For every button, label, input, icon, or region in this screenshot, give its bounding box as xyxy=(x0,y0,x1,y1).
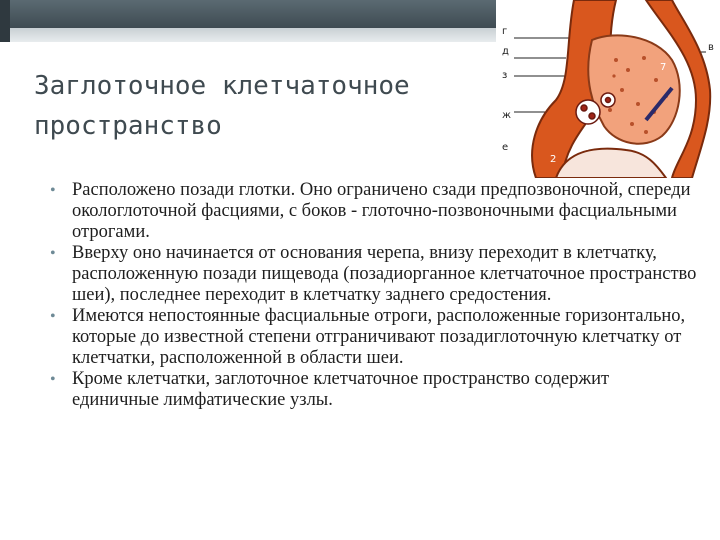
header-notch xyxy=(0,0,10,42)
bullet-text: Вверху оно начинается от основания черепа, внизу переходит в клетчатку, расположенную позади пищевода (позадиорганное клетчаточное пространство шеи), последнее переходит в клетчатку заднего средостения. xyxy=(72,243,697,305)
figure-number-4: 4 xyxy=(626,26,633,37)
bullet-text: Имеются непостоянные фасциальные отроги, расположенные горизонтально, которые до известной степени отграничивают позадиглоточную клетчатку от клетчатки, расположенной в области шеи. xyxy=(72,306,686,368)
slide-title: Заглоточное клетчаточное пространство xyxy=(34,71,410,141)
bullet-list xyxy=(50,180,700,411)
figure-letter-e: е xyxy=(502,142,509,153)
bullet-text: Кроме клетчатки, заглоточное клетчаточное пространство содержит единичные лимфатические узлы. xyxy=(72,369,610,410)
figure-letter-zh: ж xyxy=(502,110,512,121)
bullet-marker: • xyxy=(50,245,56,262)
bullet-item xyxy=(50,180,700,243)
bullet-marker: • xyxy=(50,182,56,199)
figure-number-5: 5 xyxy=(584,142,591,153)
figure-number-2: 2 xyxy=(550,154,557,165)
figure-letter-g: г xyxy=(502,26,508,37)
figure-number-3: 3 xyxy=(588,132,595,143)
figure-letter-d: д xyxy=(502,46,509,57)
anatomy-illustration xyxy=(496,0,720,178)
figure-letter-z: з xyxy=(502,70,508,81)
figure-number-7: 7 xyxy=(660,62,667,73)
bullet-item xyxy=(50,243,700,306)
figure-letter-v: в xyxy=(708,42,714,53)
figure-number-1: 1 xyxy=(646,12,653,23)
anatomy-figure xyxy=(496,0,720,178)
bullet-text: Расположено позади глотки. Оно ограничено сзади предпозвоночной, спереди окологлоточной фасциями, с боков - глоточно-позвоночными фасциальными отрогами. xyxy=(72,180,691,242)
bullet-marker: • xyxy=(50,371,56,388)
bullet-item xyxy=(50,369,700,411)
bullet-item xyxy=(50,306,700,369)
bullet-marker: • xyxy=(50,308,56,325)
